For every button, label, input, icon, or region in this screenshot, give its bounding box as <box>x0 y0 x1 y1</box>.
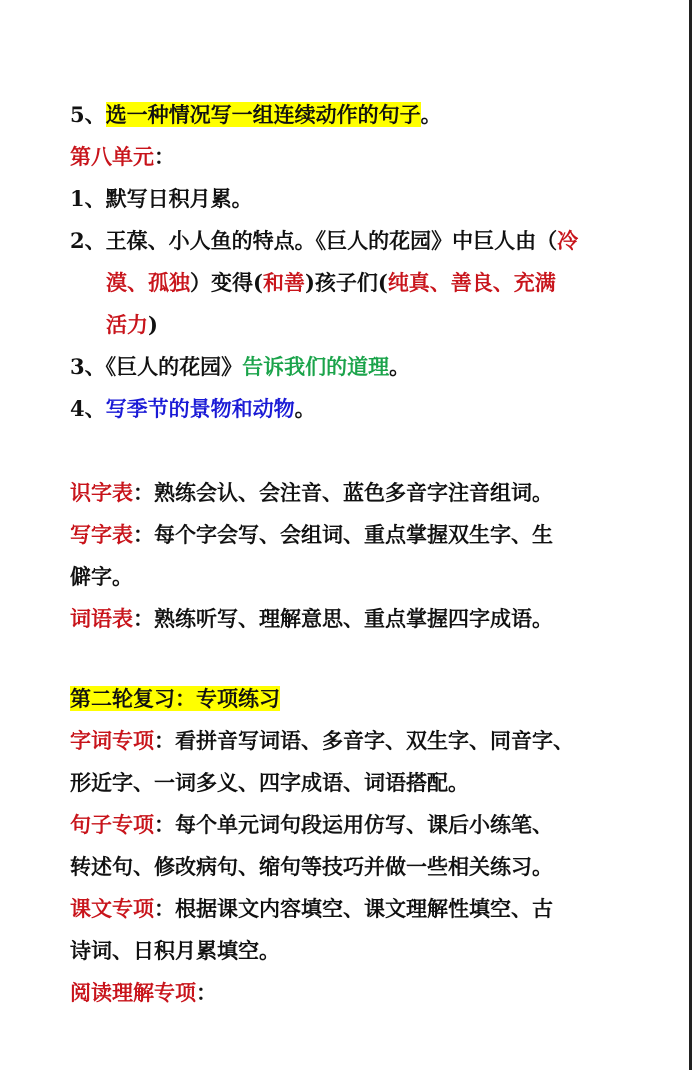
unit8-item1: 1、默写日积月累。 <box>70 186 253 211</box>
item4-text-a: 4、 <box>70 396 106 421</box>
item2-number: 2、 <box>70 228 106 253</box>
item3-text-b: 告诉我们的道理 <box>242 354 390 379</box>
shizi-table-label: 识字表 <box>70 480 133 505</box>
ciyu-table-text: ：熟练听写、理解意思、重点掌握四字成语。 <box>133 606 553 631</box>
unit8-heading <box>70 140 175 174</box>
ciyu-table-label: 词语表 <box>70 606 133 631</box>
item2-text-e: 和善 <box>262 270 305 295</box>
shizi-table-text: ：熟练会认、会注音、蓝色多音字注音组词。 <box>133 480 553 505</box>
unit8-title: 第八单元 <box>70 144 154 169</box>
kewen-label: 课文专项 <box>70 896 154 921</box>
kewen-line1 <box>70 892 553 926</box>
item2-text-g: 纯真、善良、充满 <box>387 270 556 295</box>
item2-text-b: 冷 <box>557 228 579 253</box>
zici-line1 <box>70 724 574 758</box>
unit8-item4 <box>70 392 316 426</box>
unit8-item2-line2 <box>106 266 556 300</box>
shizi-table-line <box>70 476 553 510</box>
xiezi-table-text1: ：每个字会写、会组词、重点掌握双生字、生 <box>133 522 553 547</box>
review-title: 第二轮复习：专项练习 <box>70 686 280 711</box>
item2-text-h: 活力 <box>106 312 148 337</box>
unit8-item5 <box>70 98 442 132</box>
item3-text-a: 3、《巨人的花园》 <box>70 354 243 379</box>
kewen-line2: 诗词、日积月累填空。 <box>70 938 280 963</box>
ciyu-table-line <box>70 602 553 636</box>
item5-highlight-text: 选一种情况写一组连续动作的句子 <box>105 102 421 127</box>
item2-text-a: 王葆、小人鱼的特点。《巨人的花园》中巨人由（ <box>105 228 558 253</box>
item4-text-b: 写季节的景物和动物 <box>105 396 295 421</box>
item3-text-c: 。 <box>389 354 411 379</box>
item5-end: 。 <box>420 102 442 127</box>
yuedu-label: 阅读理解专项 <box>70 980 196 1005</box>
review-heading <box>70 682 280 716</box>
item2-text-f: )孩子们( <box>304 270 388 295</box>
juzi-text1: ：每个单元词句段运用仿写、课后小练笔、 <box>154 812 553 837</box>
xiezi-table-line2: 僻字。 <box>70 564 133 589</box>
xiezi-table-line1 <box>70 518 553 552</box>
zici-text1: ：看拼音写词语、多音字、双生字、同音字、 <box>154 728 574 753</box>
xiezi-table-label: 写字表 <box>70 522 133 547</box>
item4-text-c: 。 <box>294 396 316 421</box>
unit8-item3 <box>70 350 410 384</box>
unit8-item2-line3 <box>106 308 158 342</box>
juzi-label: 句子专项 <box>70 812 154 837</box>
yuedu-line <box>70 976 217 1010</box>
kewen-text1: ：根据课文内容填空、课文理解性填空、古 <box>154 896 553 921</box>
zici-line2: 形近字、一词多义、四字成语、词语搭配。 <box>70 770 469 795</box>
item2-text-c: 漠、孤独 <box>106 270 190 295</box>
unit8-item2-line1 <box>70 224 578 258</box>
item2-text-d: ）变得( <box>190 270 263 295</box>
yuedu-colon: ： <box>196 980 217 1005</box>
zici-label: 字词专项 <box>70 728 154 753</box>
item5-number: 5、 <box>70 102 106 127</box>
juzi-line2: 转述句、修改病句、缩句等技巧并做一些相关练习。 <box>70 854 553 879</box>
juzi-line1 <box>70 808 553 842</box>
item2-text-i: ) <box>148 312 158 337</box>
unit8-title-colon: ： <box>154 144 175 169</box>
